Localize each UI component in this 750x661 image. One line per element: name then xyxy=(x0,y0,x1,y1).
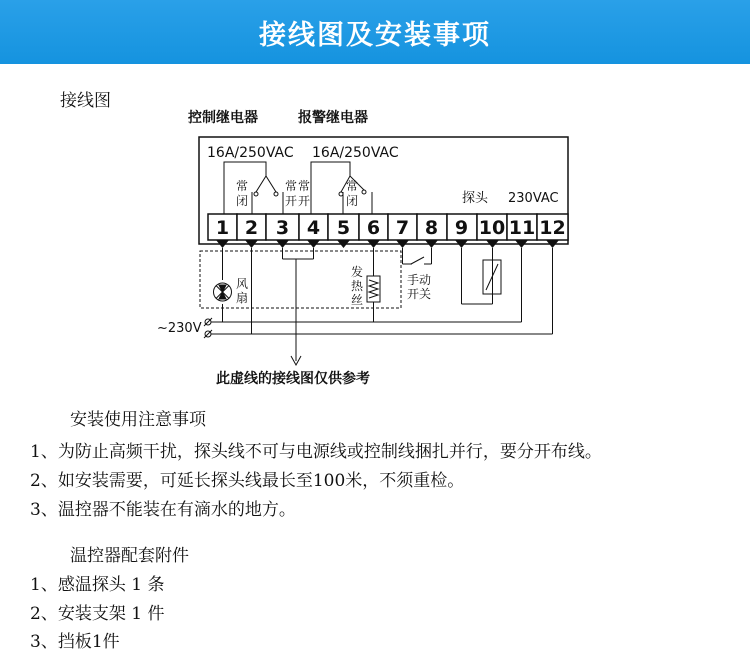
probe-label: 探头 xyxy=(462,191,489,206)
rating-control: 16A/250VAC xyxy=(207,145,294,161)
terminal-10 xyxy=(477,214,507,248)
terminal-6 xyxy=(359,214,388,248)
no-1-char2: 开 xyxy=(285,194,298,208)
supply-label: 230VAC xyxy=(508,191,559,206)
heater-label-3: 丝 xyxy=(351,293,364,307)
dashed-note: 此虚线的接线图仅供参考 xyxy=(216,371,370,387)
accessory-item-1: 1、感温探头 1 条 xyxy=(30,575,165,595)
manual-switch-label-2: 开关 xyxy=(407,287,432,301)
mains-terminals xyxy=(204,318,213,338)
svg-text:7: 7 xyxy=(395,217,410,239)
manual-switch-label-1: 手动 xyxy=(407,273,432,287)
no-2-char1: 常 xyxy=(298,179,311,193)
diagram-title: 接线图 xyxy=(60,91,111,111)
banner-title: 接线图及安装事项 xyxy=(259,19,491,51)
terminal-3 xyxy=(266,214,299,248)
svg-text:12: 12 xyxy=(539,217,566,239)
terminal-9 xyxy=(447,214,477,248)
fan-icon xyxy=(214,283,232,301)
svg-text:2: 2 xyxy=(244,217,259,239)
accessory-item-2: 2、安装支架 1 件 xyxy=(30,604,165,624)
no-1-char1: 常 xyxy=(285,179,298,193)
mains-label: ~230V xyxy=(157,321,202,336)
dashed-load-box xyxy=(200,251,401,308)
no-2-char2: 开 xyxy=(298,194,311,208)
terminal-2 xyxy=(237,214,266,248)
wiring-diagram xyxy=(0,64,750,404)
svg-text:5: 5 xyxy=(336,217,351,239)
svg-text:10: 10 xyxy=(478,217,506,239)
install-item-2: 2、如安装需要，可延长探头线最长至100米，不须重检。 xyxy=(30,471,465,491)
terminal-4 xyxy=(299,214,328,248)
terminal-block xyxy=(208,214,568,248)
rating-alarm: 16A/250VAC xyxy=(312,145,399,161)
terminal-1 xyxy=(208,214,237,248)
control-relay-label: 控制继电器 xyxy=(188,110,258,126)
nc-b-char2: 闭 xyxy=(346,194,359,208)
alarm-relay-label: 报警继电器 xyxy=(298,110,368,126)
heater-label-2: 热 xyxy=(351,279,364,293)
title-banner xyxy=(0,0,750,64)
install-item-1: 1、为防止高频干扰，探头线不可与电源线或控制线捆扎并行，要分开布线。 xyxy=(30,442,602,462)
accessory-item-3: 3、挡板1件 xyxy=(30,632,120,652)
external-wiring xyxy=(213,248,553,365)
fan-label-2: 扇 xyxy=(236,291,249,305)
terminal-12 xyxy=(537,214,568,248)
svg-text:3: 3 xyxy=(275,217,290,239)
terminal-7 xyxy=(388,214,417,248)
nc-a-char2: 闭 xyxy=(236,194,249,208)
terminal-5 xyxy=(328,214,359,248)
heater-label-1: 发 xyxy=(351,265,364,279)
svg-text:1: 1 xyxy=(215,217,230,239)
install-item-3: 3、温控器不能装在有滴水的地方。 xyxy=(30,500,296,520)
terminal-11 xyxy=(507,214,537,248)
svg-text:8: 8 xyxy=(424,217,439,239)
nc-a-char1: 常 xyxy=(236,179,249,193)
accessories-heading: 温控器配套附件 xyxy=(70,546,189,566)
nc-b-char1: 常 xyxy=(346,179,359,193)
svg-text:6: 6 xyxy=(366,217,381,239)
svg-text:9: 9 xyxy=(454,217,469,239)
fan-label-1: 风 xyxy=(236,277,249,291)
install-heading: 安装使用注意事项 xyxy=(70,410,206,430)
svg-text:11: 11 xyxy=(508,217,536,239)
svg-text:4: 4 xyxy=(306,217,321,239)
terminal-8 xyxy=(417,214,447,248)
